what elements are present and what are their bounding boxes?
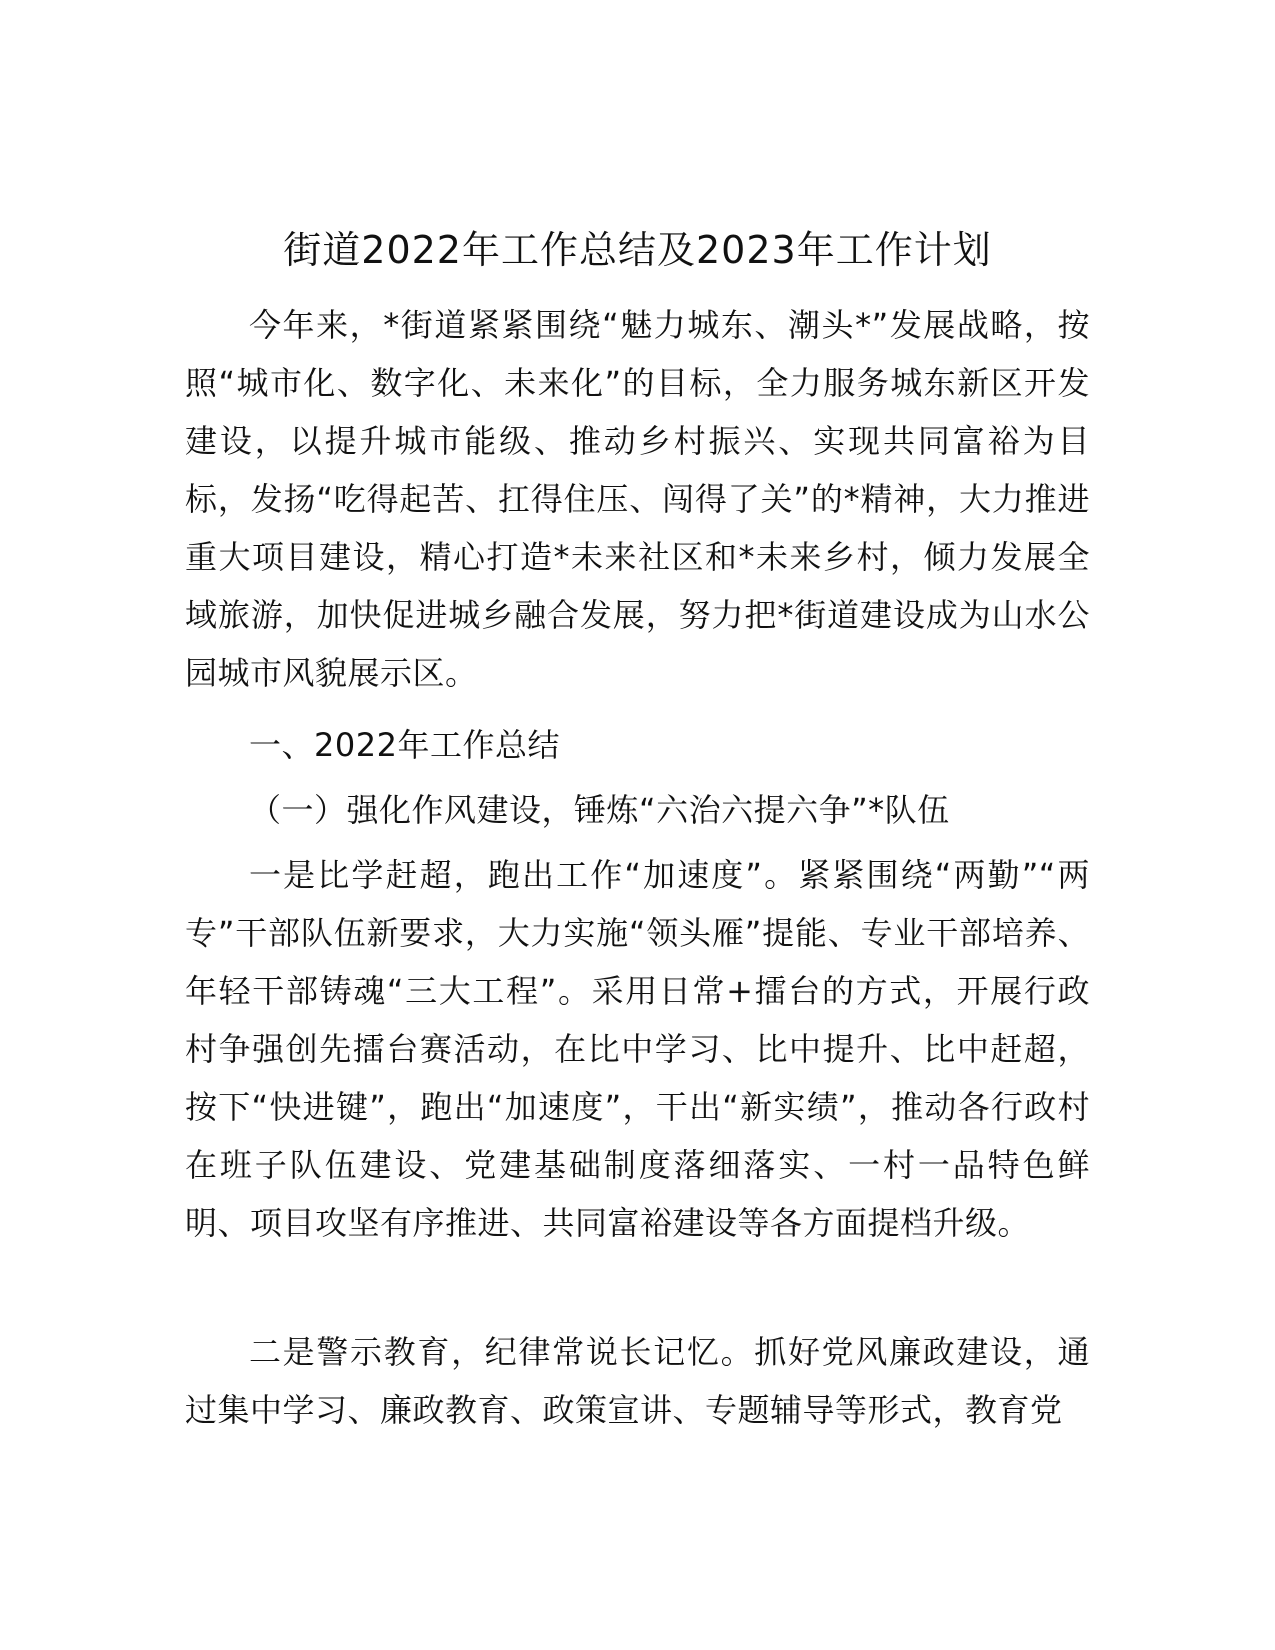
subsection-heading: （一）强化作风建设，锤炼“六治六提六争”*队伍 [249,791,950,829]
body-paragraph-1: 一是比学赶超，跑出工作“加速度”。紧紧围绕“两勤”“两专”干部队伍新要求，大力实施“领头雁”提能、专业干部培养、年轻干部铸魂“三大工程”。采用日常+擂台的方式，开展行政村争强创先擂台赛活动，在比中学习、比中提升、比中赶超，按下“快进键”，跑出“加速度”，干出“新实绩”，推动各行政村在班子队伍建设、党建基础制度落细落实、一村一品特色鲜明、项目攻坚有序推进、共同富裕建设等各方面提档升级。 [185,856,1090,1242]
document-title: 街道2022年工作总结及2023年工作计划 [283,228,992,272]
intro-paragraph: 今年来，*街道紧紧围绕“魅力城东、潮头*”发展战略，按照“城市化、数字化、未来化”的目标，全力服务城东新区开发建设，以提升城市能级、推动乡村振兴、实现共同富裕为目标，发扬“吃得起苦、扛得住压、闯得了关”的*精神，大力推进重大项目建设，精心打造*未来社区和*未来乡村，倾力发展全域旅游，加快促进城乡融合发展，努力把*街道建设成为山水公园城市风貌展示区。 [185,306,1090,692]
section-heading: 一、2022年工作总结 [249,726,560,764]
body-paragraph-2: 二是警示教育，纪律常说长记忆。抓好党风廉政建设，通过集中学习、廉政教育、政策宣讲、专题辅导等形式，教育党 [185,1333,1090,1429]
